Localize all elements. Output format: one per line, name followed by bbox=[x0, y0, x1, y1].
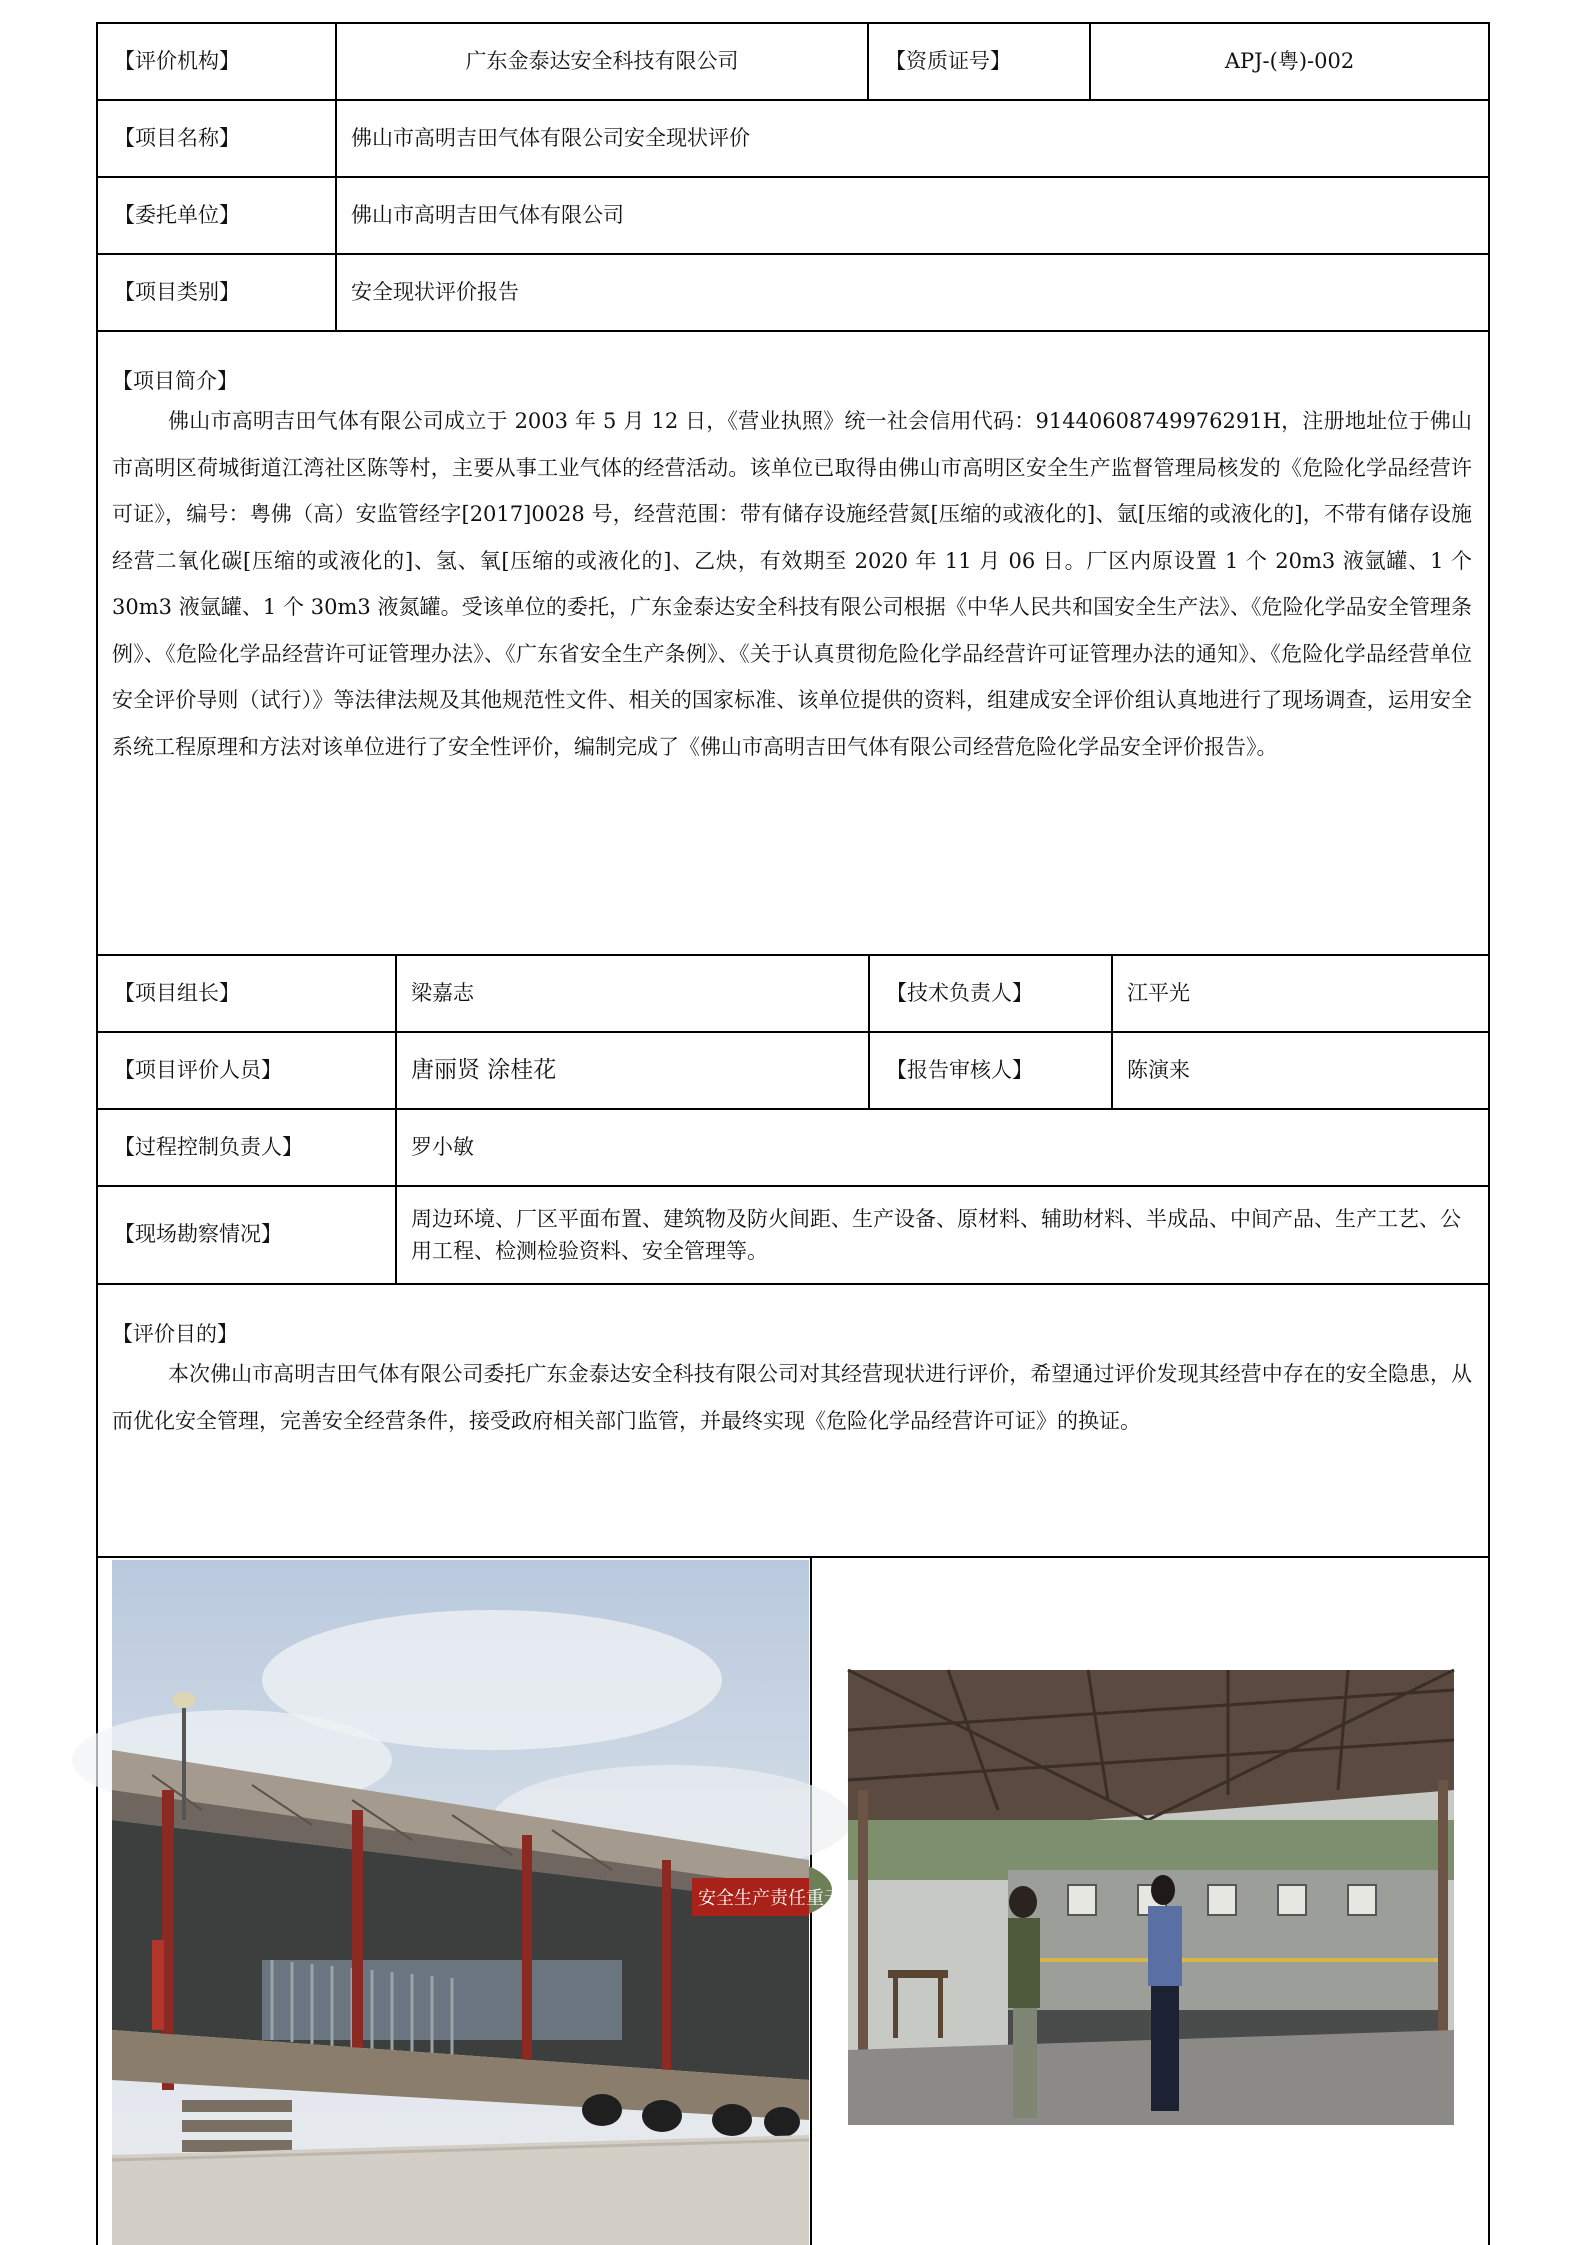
project-name-row bbox=[98, 101, 1488, 178]
purpose-text: 本次佛山市高明吉田气体有限公司委托广东金泰达安全科技有限公司对其经营现状进行评价，希望通过评价发现其经营中存在的安全隐患，从而优化安全管理，完善安全经营条件，接受政府相关部门监管，并最终实现《危险化学品经营许可证》的换证。 bbox=[112, 1362, 1472, 1433]
survey-label: 【现场勘察情况】 bbox=[114, 1222, 282, 1247]
reviewer-label: 【报告审核人】 bbox=[868, 1033, 1111, 1108]
evaluators-value: 唐丽贤 涂桂花 bbox=[395, 1033, 868, 1108]
leader-value: 梁嘉志 bbox=[395, 956, 868, 1031]
site-photos bbox=[98, 1558, 1488, 2245]
evaluation-form bbox=[96, 22, 1490, 2245]
warehouse-photo-image bbox=[112, 1560, 842, 2245]
client-value: 佛山市高明吉田气体有限公司 bbox=[335, 178, 1488, 253]
safety-sign-text: 安全生产责任重于 bbox=[698, 1888, 842, 1909]
client-row bbox=[98, 178, 1488, 255]
leader-row bbox=[98, 956, 1488, 1033]
survey-value: 周边环境、厂区平面布置、建筑物及防火间距、生产设备、原材料、辅助材料、半成品、中间产品、生产工艺、公用工程、检测检验资料、安全管理等。 bbox=[395, 1187, 1488, 1283]
tech-label: 【技术负责人】 bbox=[868, 956, 1111, 1031]
category-value: 安全现状评价报告 bbox=[335, 255, 1488, 330]
cert-value: APJ-(粤)-002 bbox=[1089, 24, 1488, 99]
process-value: 罗小敏 bbox=[395, 1110, 1488, 1185]
evaluators-label: 【项目评价人员】 bbox=[114, 1057, 282, 1082]
org-value: 广东金泰达安全科技有限公司 bbox=[335, 24, 867, 99]
leader-label: 【项目组长】 bbox=[114, 980, 240, 1005]
category-label: 【项目类别】 bbox=[114, 279, 240, 304]
warehouse-photo bbox=[112, 1560, 842, 2245]
evaluators-row bbox=[98, 1033, 1488, 1110]
survey-row bbox=[98, 1187, 1488, 1285]
org-label: 【评价机构】 bbox=[114, 48, 240, 73]
project-name-label: 【项目名称】 bbox=[114, 125, 240, 150]
manifold-photo-image bbox=[848, 1670, 1454, 2125]
reviewer-value: 陈演来 bbox=[1111, 1033, 1488, 1108]
manifold-photo bbox=[848, 1670, 1454, 2125]
project-intro-section bbox=[98, 332, 1488, 956]
project-intro-label: 【项目简介】 bbox=[112, 369, 238, 393]
purpose-section bbox=[98, 1285, 1488, 1558]
tech-value: 江平光 bbox=[1111, 956, 1488, 1031]
org-row bbox=[98, 24, 1488, 101]
purpose-label: 【评价目的】 bbox=[112, 1322, 238, 1346]
cert-label: 【资质证号】 bbox=[867, 24, 1089, 99]
project-intro-text: 佛山市高明吉田气体有限公司成立于 2003 年 5 月 12 日，《营业执照》统一社会信用代码：91440608749976291H，注册地址位于佛山市高明区荷城街道江湾社区陈等村，主要从事工业气体的经营活动。该单位已取得由佛山市高明区安全生产监督管理局核发的《危险化学品经营许可证》，编号：粤佛（高）安监管经字[2017]0028 号，经营范围：带有储存设施经营氮[压缩的或液化的]、氩[压缩的或液化的]，不带有储存设施经营二氧化碳[压缩的或液化的]、氢、氧[压缩的或液化的]、乙炔，有效期至 2020 年 11 月 06 日。厂区内原设置 1 个 20m3 液氩罐、1 个 30m3 液氩罐、1 个 30m3 液氮罐。受该单位的委托，广东金泰达安全科技有限公司根据《中华人民共和国安全生产法》、《危险化学品安全管理条例》、《危险化学品经营许可证管理办法》、《广东省安全生产条例》、《关于认真贯彻危险化学品经营许可证管理办法的通知》、《危险化学品经营单位安全评价导则（试行）》等法律法规及其他规范性文件、相关的国家标准、该单位提供的资料，组建成安全评价组认真地进行了现场调查，运用安全系统工程原理和方法对该单位进行了安全性评价，编制完成了《佛山市高明吉田气体有限公司经营危险化学品安全评价报告》。 bbox=[112, 409, 1472, 759]
category-row bbox=[98, 255, 1488, 332]
process-row bbox=[98, 1110, 1488, 1187]
client-label: 【委托单位】 bbox=[114, 202, 240, 227]
project-name-value: 佛山市高明吉田气体有限公司安全现状评价 bbox=[335, 101, 1488, 176]
process-label: 【过程控制负责人】 bbox=[114, 1134, 303, 1159]
